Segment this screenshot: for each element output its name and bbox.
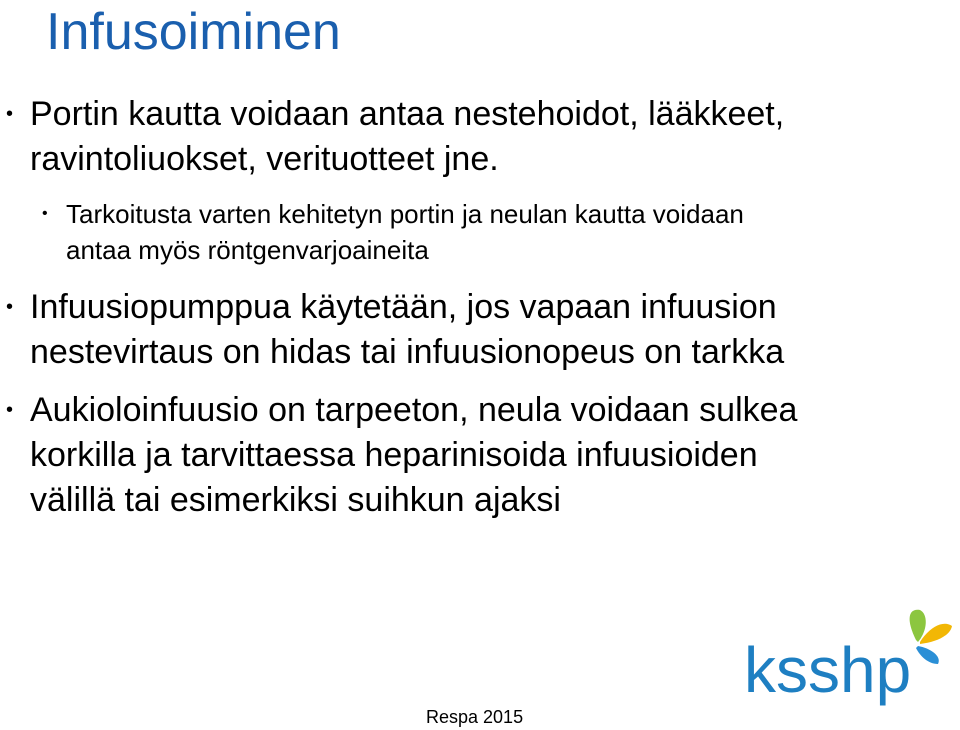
sub-bullet-item (42, 196, 744, 268)
butterfly-icon (910, 610, 952, 664)
bullet-text: Aukioloinfuusio on tarpeeton, neula voidaan sulkea korkilla ja tarvittaessa heparinisoida infuusioiden välillä tai esimerkiksi suihkun ajaksi (30, 391, 798, 519)
logo-wing-green (910, 610, 926, 642)
bullet-item (0, 92, 784, 182)
bullet-text: Infuusiopumppua käytetään, jos vapaan infuusion nestevirtaus on hidas tai infuusionopeus on tarkka (30, 288, 785, 371)
bullet-item (0, 388, 797, 523)
footer-text: Respa 2015 (426, 707, 524, 727)
bullet-text: Portin kautta voidaan antaa nestehoidot, lääkkeet, ravintoliuokset, verituotteet jne. (30, 95, 785, 178)
bullet-dot-icon: • (42, 205, 48, 222)
logo-text: ksshp (744, 634, 912, 706)
bullet-dot-icon: • (6, 103, 14, 125)
slide-title: Infusoiminen (46, 3, 341, 61)
bullet-item (0, 285, 784, 375)
logo-wing-blue (916, 646, 939, 664)
bullet-dot-icon: • (6, 399, 14, 421)
bullet-dot-icon: • (6, 296, 14, 318)
bullet-text: Tarkoitusta varten kehitetyn portin ja neulan kautta voidaan antaa myös röntgenvarjoaineita (66, 199, 744, 265)
ksshp-logo (738, 600, 960, 710)
